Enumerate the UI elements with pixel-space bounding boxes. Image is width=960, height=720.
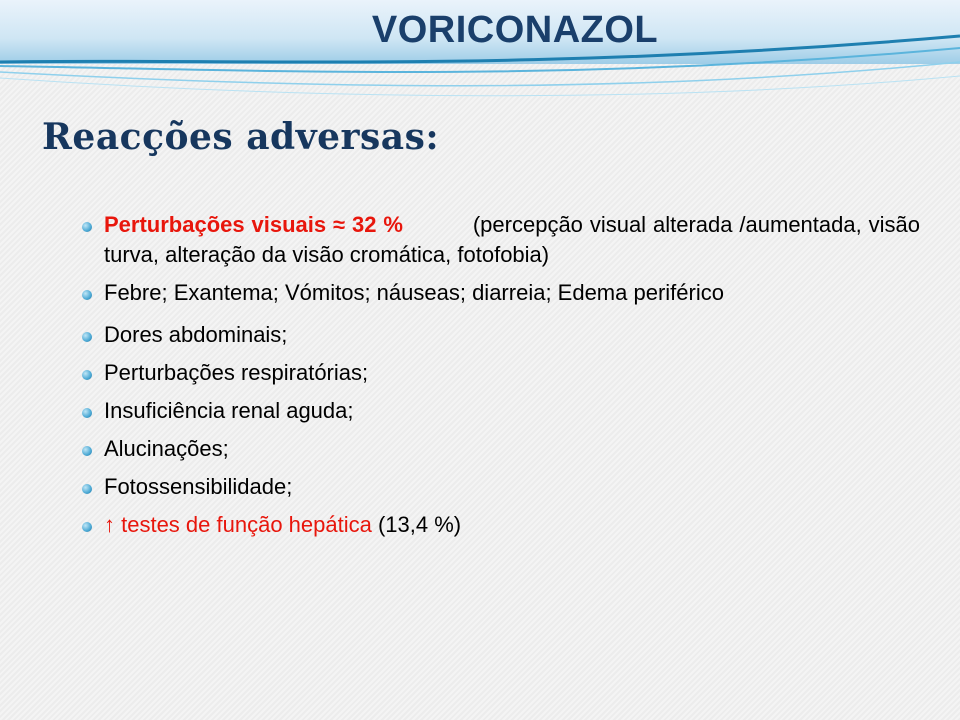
list-item-text: Fotossensibilidade; (104, 474, 293, 499)
list-item (80, 510, 920, 540)
bullet-icon (82, 446, 92, 456)
bullet-icon (82, 408, 92, 418)
bullet-icon (82, 484, 92, 494)
list-item (80, 396, 920, 426)
list-item-highlight: ↑ testes de função hepática (104, 512, 372, 537)
list-item-text: Febre; Exantema; Vómitos; náuseas; diarreia; Edema periférico (104, 280, 724, 305)
list-item (80, 278, 920, 308)
list-item (80, 434, 920, 464)
list-item-highlight: Perturbações visuais ≈ 32 % (104, 212, 403, 237)
slide-title: VORICONAZOL (371, 9, 659, 51)
list-item-text: (percepção visual alterada /aumentada, visão turva, alteração da visão cromática, fotofobia) (104, 212, 920, 267)
list-item (80, 210, 920, 270)
list-item-text: Perturbações respiratórias; (104, 360, 369, 385)
list-item (80, 320, 920, 350)
list-item (80, 358, 920, 388)
bullet-icon (82, 522, 92, 532)
list-item-text: Dores abdominais; (104, 322, 288, 347)
slide-subtitle: Reacções adversas: (42, 116, 440, 158)
list-item (80, 472, 920, 502)
list-item-text: (13,4 %) (377, 512, 462, 537)
bullet-icon (82, 290, 92, 300)
list-item-text: Insuficiência renal aguda; (104, 398, 354, 423)
bullet-icon (82, 332, 92, 342)
bullet-icon (82, 222, 92, 232)
list-item-text: Alucinações; (104, 436, 229, 461)
adverse-reactions-list (80, 210, 920, 548)
bullet-icon (82, 370, 92, 380)
